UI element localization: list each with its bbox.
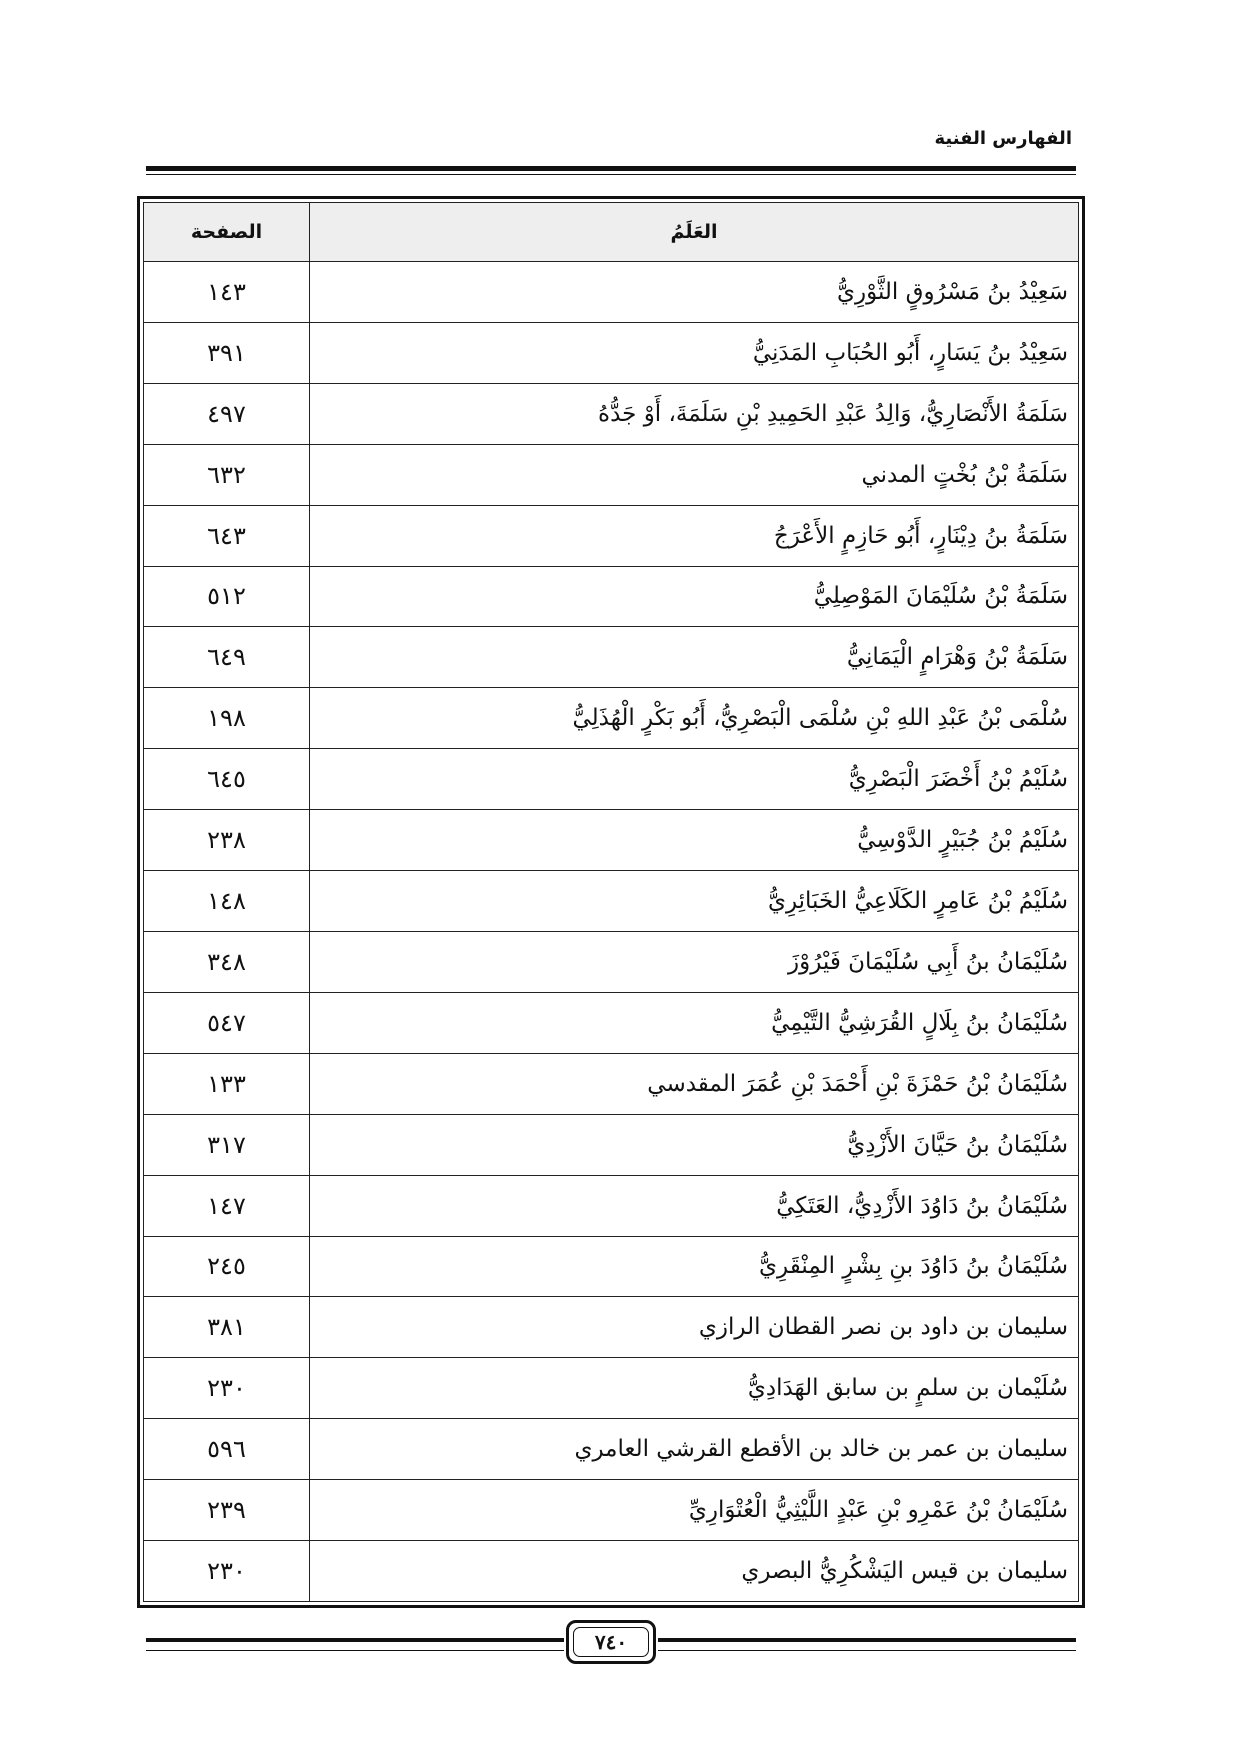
entry-name: سَلَمَةُ بنُ دِيْنَارٍ، أَبُو حَازِمٍ الأَعْرَجُ bbox=[310, 505, 1079, 566]
entry-page: ٥١٢ bbox=[144, 566, 310, 627]
entry-name: سُلَيْمَانُ بنُ بِلَالٍ القُرَشِيُّ التَّيْمِيُّ bbox=[310, 992, 1079, 1053]
entry-page: ٢٣٠ bbox=[144, 1541, 310, 1602]
entry-page: ١٤٣ bbox=[144, 262, 310, 323]
table-row bbox=[144, 931, 1079, 992]
entry-name: سَلَمَةُ الأَنْصَارِيُّ، وَالِدُ عَبْدِ الحَمِيدِ بْنِ سَلَمَةَ، أَوْ جَدُّهُ bbox=[310, 383, 1079, 444]
entry-name: سُلَيْمان بن سلمٍ بن سابق الهَدَادِيُّ bbox=[310, 1358, 1079, 1419]
entry-page: ٢٣٠ bbox=[144, 1358, 310, 1419]
table-row bbox=[144, 1175, 1079, 1236]
entry-page: ٦٤٩ bbox=[144, 627, 310, 688]
entry-name: سُلَيْمُ بْنُ عَامِرٍ الكَلَاعِيُّ الخَبَائِرِيُّ bbox=[310, 871, 1079, 932]
entry-name: سليمان بن داود بن نصر القطان الرازي bbox=[310, 1297, 1079, 1358]
footer-divider-right bbox=[658, 1638, 1076, 1646]
table-row bbox=[144, 444, 1079, 505]
running-header-title: الفهارس الفنية bbox=[934, 128, 1072, 149]
entry-name: سُلْمَى بْنُ عَبْدِ اللهِ بْنِ سُلْمَى الْبَصْرِيُّ، أَبُو بَكْرٍ الْهُذَلِيُّ bbox=[310, 688, 1079, 749]
table-row bbox=[144, 1053, 1079, 1114]
entry-page: ٦٤٣ bbox=[144, 505, 310, 566]
entry-page: ٢٣٨ bbox=[144, 810, 310, 871]
page-number-badge bbox=[566, 1620, 656, 1664]
entry-name: سُلَيْمَانُ بْنُ عَمْرِو بْنِ عَبْدٍ اللَّيْثِيُّ الْعُتْوَارِيِّ bbox=[310, 1480, 1079, 1541]
header-divider bbox=[146, 166, 1076, 175]
entry-name: سُلَيْمَانُ بنُ دَاوُدَ بنِ بِشْرٍ المِنْقَرِيُّ bbox=[310, 1236, 1079, 1297]
entry-name: سَلَمَةُ بْنُ سُلَيْمَانَ المَوْصِلِيُّ bbox=[310, 566, 1079, 627]
table-row bbox=[144, 566, 1079, 627]
entry-name: سَلَمَةُ بْنُ بُخْتٍ المدني bbox=[310, 444, 1079, 505]
entry-page: ١٩٨ bbox=[144, 688, 310, 749]
table-row bbox=[144, 1236, 1079, 1297]
table-row bbox=[144, 1419, 1079, 1480]
index-table bbox=[143, 202, 1079, 1602]
entry-name: سَعِيْدُ بنُ مَسْرُوقٍ الثَّوْرِيُّ bbox=[310, 262, 1079, 323]
entry-name: سُلَيْمَانُ بنُ دَاوُدَ الأَزْدِيُّ، العَتَكِيُّ bbox=[310, 1175, 1079, 1236]
table-row bbox=[144, 871, 1079, 932]
entry-name: سليمان بن قيس اليَشْكُرِيُّ البصري bbox=[310, 1541, 1079, 1602]
entry-page: ٦٣٢ bbox=[144, 444, 310, 505]
table-row bbox=[144, 992, 1079, 1053]
table-row bbox=[144, 383, 1079, 444]
table-row bbox=[144, 627, 1079, 688]
table-row bbox=[144, 262, 1079, 323]
table-row bbox=[144, 810, 1079, 871]
footer-divider-left bbox=[146, 1638, 564, 1646]
column-header-name: العَلَمُ bbox=[310, 203, 1079, 262]
entry-name: سُلَيْمُ بْنُ أَخْضَرَ الْبَصْرِيُّ bbox=[310, 749, 1079, 810]
table-row bbox=[144, 1541, 1079, 1602]
entry-page: ١٤٨ bbox=[144, 871, 310, 932]
entry-page: ٣٩١ bbox=[144, 322, 310, 383]
table-row bbox=[144, 1297, 1079, 1358]
column-header-page: الصفحة bbox=[144, 203, 310, 262]
table-row bbox=[144, 322, 1079, 383]
entry-name: سُلَيْمَانُ بنُ أَبِي سُلَيْمَانَ فَيْرُوْزَ bbox=[310, 931, 1079, 992]
entry-page: ٢٣٩ bbox=[144, 1480, 310, 1541]
entry-page: ٥٤٧ bbox=[144, 992, 310, 1053]
table-header-row bbox=[144, 203, 1079, 262]
table-row bbox=[144, 505, 1079, 566]
entry-name: سُلَيْمَانُ بْنُ حَمْزَةَ بْنِ أَحْمَدَ بْنِ عُمَرَ المقدسي bbox=[310, 1053, 1079, 1114]
entry-page: ٤٩٧ bbox=[144, 383, 310, 444]
entry-page: ٣٤٨ bbox=[144, 931, 310, 992]
table-row bbox=[144, 688, 1079, 749]
entry-page: ٣١٧ bbox=[144, 1114, 310, 1175]
entry-name: سَلَمَةُ بْنُ وَهْرَامٍ الْيَمَانِيُّ bbox=[310, 627, 1079, 688]
entry-page: ٣٨١ bbox=[144, 1297, 310, 1358]
table-row bbox=[144, 1114, 1079, 1175]
entry-name: سُلَيْمُ بْنُ جُبَيْرٍ الدَّوْسِيُّ bbox=[310, 810, 1079, 871]
table-row bbox=[144, 1480, 1079, 1541]
table-row bbox=[144, 1358, 1079, 1419]
entry-name: سُلَيْمَانُ بنُ حَيَّانَ الأَزْدِيُّ bbox=[310, 1114, 1079, 1175]
entry-page: ١٤٧ bbox=[144, 1175, 310, 1236]
entry-page: ٢٤٥ bbox=[144, 1236, 310, 1297]
entry-page: ٦٤٥ bbox=[144, 749, 310, 810]
table-row bbox=[144, 749, 1079, 810]
page-number: ٧٤٠ bbox=[594, 1630, 628, 1654]
entry-page: ١٣٣ bbox=[144, 1053, 310, 1114]
index-table-frame bbox=[137, 196, 1085, 1608]
entry-name: سَعِيْدُ بنُ يَسَارٍ، أَبُو الحُبَابِ المَدَنِيُّ bbox=[310, 322, 1079, 383]
entry-name: سليمان بن عمر بن خالد بن الأقطع القرشي العامري bbox=[310, 1419, 1079, 1480]
entry-page: ٥٩٦ bbox=[144, 1419, 310, 1480]
